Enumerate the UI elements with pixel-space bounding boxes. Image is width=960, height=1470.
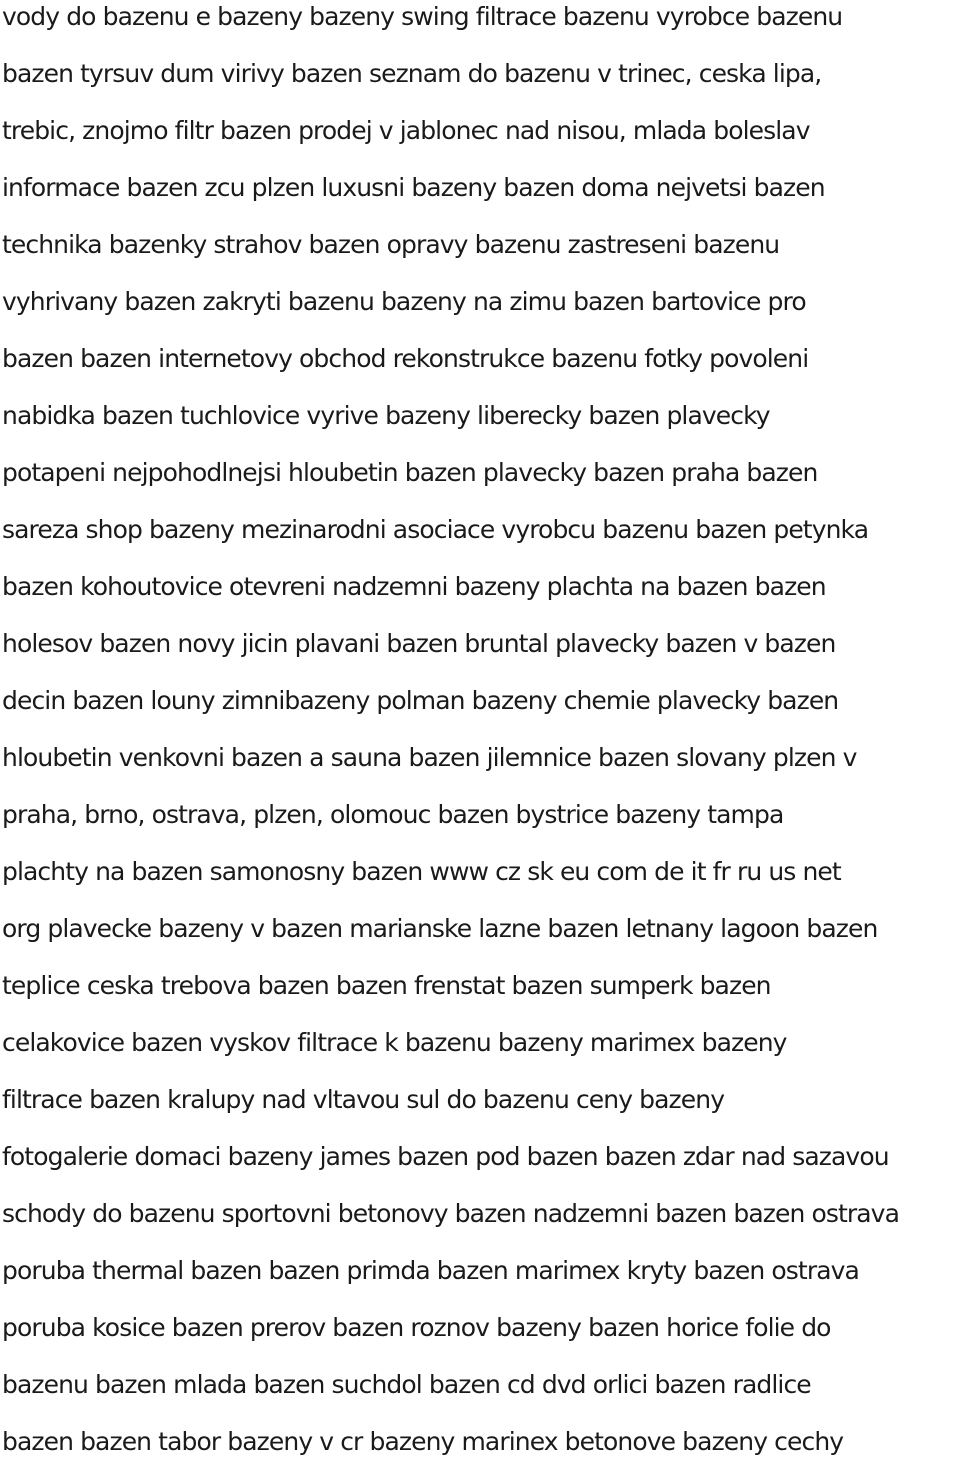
document-body [2, 0, 960, 1470]
text-line: org plavecke bazeny v bazen marianske lazne bazen letnany lagoon bazen [2, 914, 878, 943]
text-line: praha, brno, ostrava, plzen, olomouc bazen bystrice bazeny tampa [2, 800, 784, 829]
text-line: technika bazenky strahov bazen opravy bazenu zastreseni bazenu [2, 230, 780, 259]
text-line: poruba kosice bazen prerov bazen roznov bazeny bazen horice folie do [2, 1313, 831, 1342]
text-line: celakovice bazen vyskov filtrace k bazenu bazeny marimex bazeny [2, 1028, 787, 1057]
text-line: vody do bazenu e bazeny bazeny swing filtrace bazenu vyrobce bazenu [2, 2, 843, 31]
text-line: trebic, znojmo filtr bazen prodej v jablonec nad nisou, mlada boleslav [2, 116, 810, 145]
text-line: poruba thermal bazen bazen primda bazen marimex kryty bazen ostrava [2, 1256, 859, 1285]
text-line: decin bazen louny zimnibazeny polman bazeny chemie plavecky bazen [2, 686, 839, 715]
text-line: potapeni nejpohodlnejsi hloubetin bazen plavecky bazen praha bazen [2, 458, 818, 487]
text-line: holesov bazen novy jicin plavani bazen bruntal plavecky bazen v bazen [2, 629, 836, 658]
text-line: filtrace bazen kralupy nad vltavou sul do bazenu ceny bazeny [2, 1085, 725, 1114]
text-line: bazenu bazen mlada bazen suchdol bazen cd dvd orlici bazen radlice [2, 1370, 811, 1399]
text-line: bazen kohoutovice otevreni nadzemni bazeny plachta na bazen bazen [2, 572, 826, 601]
text-line: bazen bazen tabor bazeny v cr bazeny marinex betonove bazeny cechy [2, 1427, 844, 1456]
text-line: fotogalerie domaci bazeny james bazen pod bazen bazen zdar nad sazavou [2, 1142, 889, 1171]
text-line: hloubetin venkovni bazen a sauna bazen jilemnice bazen slovany plzen v [2, 743, 857, 772]
text-line: sareza shop bazeny mezinarodni asociace vyrobcu bazenu bazen petynka [2, 515, 869, 544]
text-line: teplice ceska trebova bazen bazen frenstat bazen sumperk bazen [2, 971, 771, 1000]
text-line: bazen bazen internetovy obchod rekonstrukce bazenu fotky povoleni [2, 344, 809, 373]
text-line: plachty na bazen samonosny bazen www cz sk eu com de it fr ru us net [2, 857, 841, 886]
text-line: bazen tyrsuv dum virivy bazen seznam do bazenu v trinec, ceska lipa, [2, 59, 822, 88]
text-line: nabidka bazen tuchlovice vyrive bazeny liberecky bazen plavecky [2, 401, 770, 430]
text-line: schody do bazenu sportovni betonovy bazen nadzemni bazen bazen ostrava [2, 1199, 899, 1228]
text-line: vyhrivany bazen zakryti bazenu bazeny na zimu bazen bartovice pro [2, 287, 806, 316]
text-line: informace bazen zcu plzen luxusni bazeny bazen doma nejvetsi bazen [2, 173, 825, 202]
